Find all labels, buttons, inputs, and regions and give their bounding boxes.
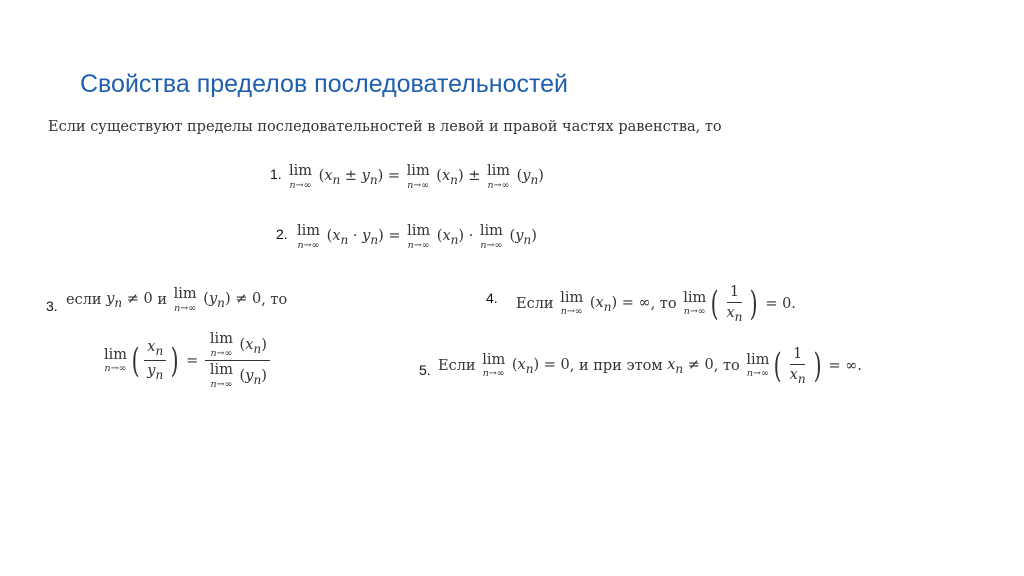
formula-4: Если lim n→∞ $(x_n)$ = ∞ , то lim n→∞ ( $\frac{1}{x_n}$ ) = 0. (516, 283, 796, 324)
limit-operator: lim n→∞ (209, 362, 233, 390)
limit-operator: lim n→∞ (486, 163, 511, 191)
formula-3-condition: если $y_n \ne 0$ и lim n→∞ $(y_n) \ne 0$ , то (66, 286, 288, 314)
limit-operator: lim n→∞ (289, 163, 313, 191)
limit-operator: lim n→∞ (297, 223, 321, 251)
limit-operator: lim n→∞ (173, 286, 197, 314)
fraction: $\frac{x_n}{y_n}$ (144, 339, 166, 382)
limit-operator: lim n→∞ (209, 331, 233, 359)
limit-operator: lim n→∞ (104, 346, 128, 374)
intro-text: Если существуют пределы последовательностей в левой и правой частях равенства, то (48, 119, 722, 135)
fraction: $\frac{1}{x_n}$ (726, 284, 743, 324)
item-5-number: 5. (419, 362, 431, 378)
formula-1: lim n→∞ $(x_n \pm y_n)$ = lim n→∞ $(x_n)$ ± lim n→∞ $(y_n)$ (289, 163, 544, 191)
item-3-number: 3. (46, 298, 58, 314)
limit-operator: lim n→∞ (407, 223, 431, 251)
fraction: $\frac{1}{x_n}$ (789, 346, 806, 386)
limit-operator: lim n→∞ (560, 289, 584, 318)
formula-3-quotient: lim n→∞ ( $\frac{x_n}{y_n}$ ) = lim n→∞ $(x_n)$ lim n→∞ $(y_n)$ (102, 332, 272, 389)
limit-operator: lim n→∞ (482, 351, 506, 380)
limit-operator: lim n→∞ (746, 351, 770, 380)
limit-operator: lim n→∞ (479, 223, 503, 251)
limit-operator: lim n→∞ (683, 289, 707, 318)
item-4-number: 4. (486, 290, 498, 306)
item-1-number: 1. (270, 166, 282, 182)
formula-5: Если lim n→∞ $(x_n) = 0$ , и при этом $x_n \ne 0$ , то lim n→∞ ( $\frac{1}{x_n}$ ) = ∞. (438, 345, 862, 386)
slide-title: Свойства пределов последовательностей (80, 70, 569, 98)
formula-2: lim n→∞ $(x_n \cdot y_n)$ = lim n→∞ $(x_n)$ · lim n→∞ $(y_n)$ (297, 223, 537, 251)
fraction: lim n→∞ $(x_n)$ lim n→∞ $(y_n)$ (205, 332, 270, 389)
limit-operator: lim n→∞ (406, 163, 430, 191)
item-2-number: 2. (276, 226, 288, 242)
